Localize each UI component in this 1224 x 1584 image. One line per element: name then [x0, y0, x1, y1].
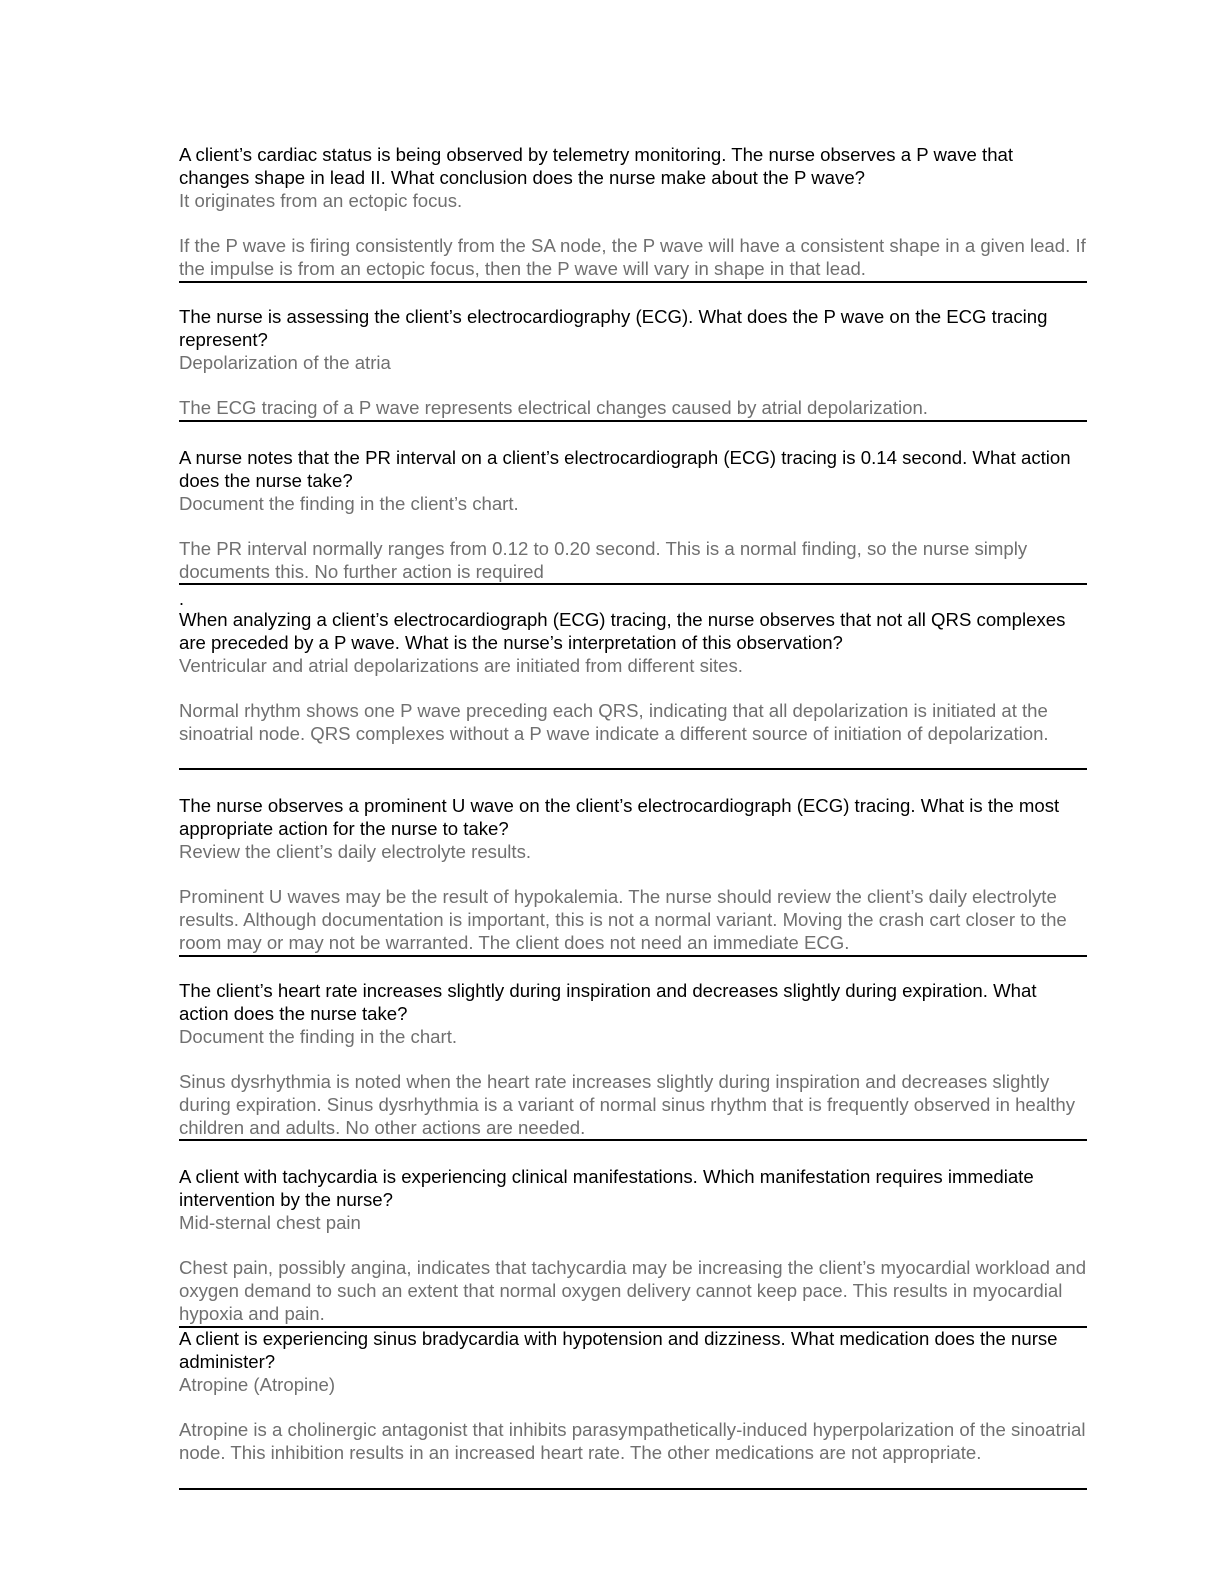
rationale-text: Atropine is a cholinergic antagonist that inhibits parasympathetically-induced hyperpolarization of the sinoatrial node. This inhibition results in an increased heart rate. The other medications are not appropriate.: [179, 1419, 1086, 1463]
separator-rule: [179, 955, 1087, 957]
question-text: A client with tachycardia is experiencing clinical manifestations. Which manifestation requires immediate intervention by the nurse?: [179, 1166, 1034, 1210]
separator-rule: [179, 1488, 1087, 1490]
qa-item-7: [179, 1165, 1087, 1325]
answer-text: Document the finding in the client’s chart.: [179, 493, 519, 514]
qa-item-8: [179, 1327, 1087, 1464]
answer-text: It originates from an ectopic focus.: [179, 190, 463, 211]
qa-item-3: [179, 446, 1087, 583]
qa-item-2: [179, 305, 1087, 419]
question-text: A client’s cardiac status is being observed by telemetry monitoring. The nurse observes a P wave that changes shape in lead II. What conclusion does the nurse make about the P wave?: [179, 144, 1014, 188]
rationale-text: Sinus dysrhythmia is noted when the heart rate increases slightly during inspiration and decreases slightly during expiration. Sinus dysrhythmia is a variant of normal sinus rhythm that is frequently observed in healthy children and adults. No other actions are needed.: [179, 1071, 1076, 1138]
rationale-text: If the P wave is firing consistently from the SA node, the P wave will have a consistent shape in a given lead. If the impulse is from an ectopic focus, then the P wave will vary in shape in that lead.: [179, 235, 1086, 279]
separator-rule: [179, 281, 1087, 283]
answer-text: Depolarization of the atria: [179, 352, 391, 373]
answer-text: Atropine (Atropine): [179, 1374, 336, 1395]
separator-rule: [179, 583, 1087, 585]
question-text: A client is experiencing sinus bradycardia with hypotension and dizziness. What medication does the nurse administer?: [179, 1328, 1058, 1372]
rationale-text: The ECG tracing of a P wave represents electrical changes caused by atrial depolarization.: [179, 397, 928, 418]
rationale-text: Chest pain, possibly angina, indicates that tachycardia may be increasing the client’s myocardial workload and oxygen demand to such an extent that normal oxygen delivery cannot keep pace. This results in myocardial hypoxia and pain.: [179, 1257, 1087, 1324]
question-text: A nurse notes that the PR interval on a client’s electrocardiograph (ECG) tracing is 0.14 second. What action does the nurse take?: [179, 447, 1071, 491]
rationale-text: Prominent U waves may be the result of hypokalemia. The nurse should review the client’s daily electrolyte results. Although documentation is important, this is not a normal variant. Moving the crash cart closer to the room may or may not be warranted. The client does not need an immediate ECG.: [179, 886, 1067, 953]
qa-item-4: [179, 608, 1087, 745]
qa-item-5: [179, 794, 1087, 954]
question-text: The client’s heart rate increases slightly during inspiration and decreases slightly during expiration. What action does the nurse take?: [179, 980, 1037, 1024]
answer-text: Ventricular and atrial depolarizations are initiated from different sites.: [179, 655, 743, 676]
stray-period: .: [179, 589, 185, 609]
answer-text: Document the finding in the chart.: [179, 1026, 458, 1047]
separator-rule: [179, 768, 1087, 770]
rationale-text: Normal rhythm shows one P wave preceding each QRS, indicating that all depolarization is initiated at the sinoatrial node. QRS complexes without a P wave indicate a different source of initiation of depolarization.: [179, 700, 1049, 744]
question-text: The nurse observes a prominent U wave on the client’s electrocardiograph (ECG) tracing. What is the most appropriate action for the nurse to take?: [179, 795, 1060, 839]
qa-item-6: [179, 979, 1087, 1139]
question-text: The nurse is assessing the client’s electrocardiography (ECG). What does the P wave on the ECG tracing represent?: [179, 306, 1048, 350]
separator-rule: [179, 420, 1087, 422]
question-text: When analyzing a client’s electrocardiograph (ECG) tracing, the nurse observes that not all QRS complexes are preceded by a P wave. What is the nurse’s interpretation of this observation?: [179, 609, 1066, 653]
answer-text: Mid-sternal chest pain: [179, 1212, 361, 1233]
answer-text: Review the client’s daily electrolyte results.: [179, 841, 532, 862]
qa-item-1: [179, 143, 1087, 280]
rationale-text: The PR interval normally ranges from 0.12 to 0.20 second. This is a normal finding, so the nurse simply documents this. No further action is required: [179, 538, 1028, 582]
separator-rule: [179, 1139, 1087, 1141]
